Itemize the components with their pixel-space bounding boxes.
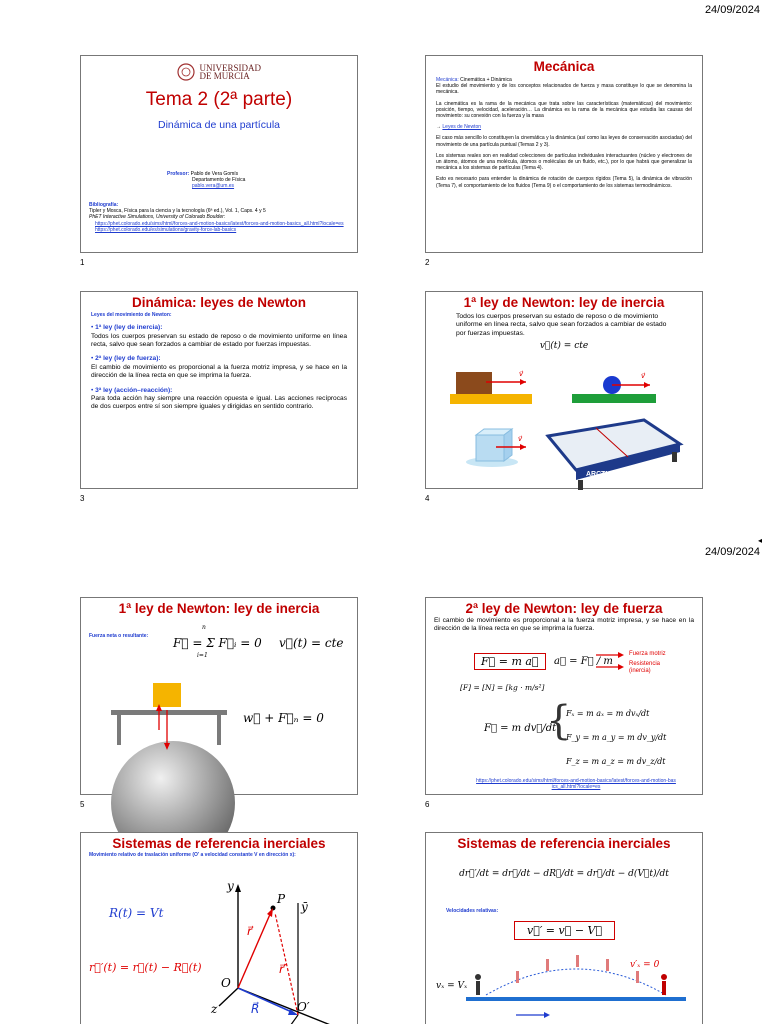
fy-equation: F_y = m a_y = m dv_y/dt — [566, 733, 667, 742]
r-vector-label: r⃗ — [247, 924, 252, 938]
table-on-earth-illustration — [103, 668, 243, 793]
professor-name: Pablo de Vera Gomís — [190, 171, 239, 177]
brown-block — [456, 372, 492, 394]
email-link[interactable]: pablo.vera@um.es — [192, 183, 235, 190]
velocity-derivation-equation: dr⃗′/dt = dr⃗/dt − dR⃗/dt = dr⃗/dt − d(V⃗t)/dt — [459, 869, 669, 879]
law-2-item: • 2ª ley (ley de fuerza): El cambio de movimiento es proporcional a la fuerza motriz impresa, y se hace en la dirección de la línea recta en que se imprima la fuerza. — [91, 355, 347, 380]
slide-6-title: 2ª ley de Newton: ley de fuerza — [465, 601, 663, 616]
slide-7-title: Sistemas de referencia inerciales — [112, 836, 326, 851]
phet-link[interactable]: https://phet.colorado.edu/sims/html/forces-and-motion-basics/latest/forces-and-motion-basics_all.html?locale=es — [476, 778, 676, 790]
green-surface — [572, 394, 656, 403]
arrow-glyph: → — [436, 124, 441, 131]
velocity-label-3: v⃗ — [518, 435, 523, 443]
mechanics-paragraph: El estudio del movimiento y de los conceptos relacionados de fuerza y masa constituye lo que se denomina la mecánica. — [436, 83, 692, 96]
driving-force-label: Fuerza motriz — [629, 651, 666, 657]
point-p-label: P — [277, 892, 286, 906]
relative-position-equation: r⃗′(t) = r⃗(t) − R⃗(t) — [89, 961, 202, 974]
table-top — [111, 710, 227, 715]
law-2-text: El cambio de movimiento es proporcional a la fuerza motriz impresa, y se hace en la dirección de la línea recta en que se imprima la fuerza. — [91, 363, 347, 380]
acceleration-equation: a⃗ = F⃗ / m — [554, 656, 613, 667]
point-particle-paragraph: El caso más sencillo lo constituyen la cinemática y la dinámica (así como las leyes de conservación asociadas) del movimiento de una partícula puntual (Temas 2 y 3). — [436, 135, 692, 148]
mechanics-def: Cinemática + Dinámica — [458, 77, 512, 83]
slide-3-title: Dinámica: leyes de Newton — [131, 295, 307, 310]
origin-o-label: O — [221, 976, 231, 990]
slide-3 — [80, 291, 358, 489]
brace: { — [546, 698, 572, 744]
r-capital-label: R⃗ — [251, 1002, 260, 1016]
department: Departamento de Física — [192, 177, 246, 184]
inertia-illustrations — [426, 358, 702, 488]
translation-equation: R(t) = Vt — [109, 906, 164, 920]
table-brand: ARCTIC — [586, 471, 613, 478]
newton-second-law-box: F⃗ = m a⃗ — [474, 653, 546, 670]
slide-3-number: 3 — [80, 494, 85, 503]
z-axis-label: z — [211, 1002, 218, 1016]
moving-platform — [466, 997, 686, 1001]
ice-cube — [476, 435, 504, 461]
logo — [81, 63, 357, 81]
person-right — [662, 981, 666, 995]
law-1-text: Todos los cuerpos preservan su estado de reposo o de movimiento uniforme en línea recta, salvo que sean forzados a cambiar de estado por fuerzas impuestas. — [91, 332, 347, 349]
velocity-label-1: v⃗ — [519, 370, 524, 378]
air-hockey-table — [548, 420, 680, 490]
origin-o-prime-label: O′ — [297, 1000, 310, 1014]
component-equations — [566, 702, 666, 774]
slide-2-number: 2 — [425, 258, 430, 267]
slide-1-title: Tema 2 (2ª parte) — [145, 89, 293, 111]
slide-1-number: 1 — [80, 258, 85, 267]
force-units: [F] = [N] = [kg · m/s²] — [460, 683, 545, 692]
bibliography-item-2: PhET Interactive Simulations, University of Colorado Boulder: — [89, 214, 226, 221]
slide-6-text: El cambio de movimiento es proporcional a la fuerza motriz impresa, y se hace en la dirección de la línea recta en que se imprima la fuerza. — [434, 617, 694, 633]
bibliography-item-1: Tipler y Mosca, Física para la ciencia y la tecnología (6ª ed.), Vol. 1, Caps. 4 y 5 — [89, 208, 266, 215]
y-tilde-label: ȳ — [301, 900, 308, 914]
slide-4-text: Todos los cuerpos preservan su estado de reposo o de movimiento uniforme en línea recta, salvo que sean forzados a cambiar de estado por fuerzas impuestas. — [456, 313, 667, 337]
law-3-title: 3ª ley (acción–reacción): — [95, 386, 173, 394]
slide-4-title: 1ª ley de Newton: ley de inercia — [463, 295, 665, 310]
phet-link-1[interactable]: https://phet.colorado.edu/sims/html/forces-and-motion-basics/latest/forces-and-motion-basics_all.html?locale=es — [95, 220, 344, 227]
kinematics-paragraph: La cinemática es la rama de la mecánica que trata sobre las características (matemáticas) del movimiento: posición, tiempo, velocidad, aceleración… La dinámica es la rama de la mecánica que estudia las causas del movimiento: su conexión con la fuerza y la masa — [436, 100, 692, 120]
slide-2-body — [426, 74, 702, 192]
slide-5-title: 1ª ley de Newton: ley de inercia — [118, 601, 320, 616]
slide-8-title: Sistemas de referencia inerciales — [457, 836, 671, 851]
logo-line-2: DE MURCIA — [199, 71, 250, 81]
sum-upper: n — [202, 624, 206, 631]
reference-frames-diagram — [213, 873, 353, 1023]
law-3-item: • 3ª ley (acción–reacción): Para toda acción hay siempre una reacción opuesta e igual. Las acciones recíprocas de dos cuerpos entre sí son siempre iguales y dirigidas en sentido contrario. — [91, 386, 347, 411]
slide-2-title: Mecánica — [533, 59, 595, 74]
date-top: 24/09/2024 — [704, 4, 760, 16]
resistance-label: Resistencia (inercia) — [629, 661, 661, 674]
slide-2 — [425, 55, 703, 253]
rotation-paragraph: Esto es necesario para entender la dinámica de rotación de cuerpos rígidos (Tema 5), la dinámica de vibración (Tema 7), el comportamiento de los fluidos (Tema 9) o el comportamiento de los sistemas termodinámicos. — [436, 176, 692, 189]
force-derivative-equation: F⃗ = m dv⃗/dt — [484, 723, 557, 734]
person-left — [476, 981, 480, 995]
fx-equation: Fₓ = m aₓ = m dvₓ/dt — [566, 709, 650, 718]
relative-velocities-label: Velocidades relativas: — [446, 908, 499, 914]
professor-block — [167, 171, 245, 190]
page-marker: ◂ — [757, 536, 762, 545]
sum-lower: i=1 — [197, 652, 208, 659]
slide-8 — [425, 832, 703, 1024]
sum-equation: F⃗ = Σ F⃗ᵢ = 0 — [173, 636, 262, 650]
slide-5 — [80, 597, 358, 795]
law-1-title: 1ª ley (ley de inercia): — [95, 324, 163, 332]
logo-line-1: UNIVERSIDAD — [199, 63, 261, 73]
slide-5-number: 5 — [80, 800, 85, 809]
slide-1-subtitle: Dinámica de una partícula — [158, 119, 280, 132]
law-3-text: Para toda acción hay siempre una reacción opuesta e igual. Las acciones recíprocas de dos cuerpos entre sí son siempre iguales y dirigidas en sentido contrario. — [91, 395, 347, 411]
slide-4-equation: v⃗(t) = cte — [539, 341, 589, 352]
slide-4 — [425, 291, 703, 489]
law-2-title: 2ª ley (ley de fuerza): — [95, 355, 161, 363]
yellow-surface — [450, 394, 532, 404]
bibliography — [89, 202, 351, 233]
slide-6 — [425, 597, 703, 795]
slide-3-body — [81, 310, 357, 414]
university-seal-icon — [177, 63, 195, 81]
real-systems-paragraph: Los sistemas reales son en realidad colecciones de partículas individuales interactuantes (núcleo y electrones de un átomo, átomos de una molécula, átomos o moléculas de un fluido, etc.), por lo que habrá que generalizar la mecánica a los sistemas de partículas (Tema 4). — [436, 152, 692, 172]
vx-equation: vₓ = Vₓ — [436, 981, 468, 991]
equilibrium-equation: w⃗ + F⃗ₙ = 0 — [243, 711, 324, 725]
law-1-item: • 1ª ley (ley de inercia): Todos los cuerpos preservan su estado de reposo o de movimiento uniforme en línea recta, salvo que sean forzados a cambiar de estado por fuerzas impuestas. — [91, 324, 347, 349]
newton-intro: Leyes del movimiento de Newton: — [91, 312, 172, 318]
slide-1 — [80, 55, 358, 253]
newton-laws-link[interactable]: Leyes de Newton — [442, 124, 482, 131]
y-axis-label: y — [227, 879, 234, 893]
velocity-label-2: v⃗ — [641, 372, 646, 380]
slide-6-number: 6 — [425, 800, 430, 809]
bibliography-label: Bibliografía: — [89, 202, 119, 208]
yellow-box — [153, 683, 181, 707]
vx-prime-equation: v′ₓ = 0 — [630, 960, 660, 970]
net-force-label: Fuerza neta o resultante: — [89, 633, 149, 639]
jump-trajectory-diagram — [466, 953, 696, 1023]
constant-velocity-equation: v⃗(t) = cte — [279, 636, 344, 650]
r-prime-label: r⃗′ — [279, 962, 287, 976]
annotation-arrows — [594, 650, 628, 674]
date-middle: 24/09/2024 — [704, 546, 760, 558]
net-force-equation — [173, 624, 262, 659]
phet-link-2[interactable]: https://phet.colorado.edu/es/simulations/gravity-force-lab-basics — [95, 226, 237, 233]
fz-equation: F_z = m a_z = m dv_z/dt — [566, 757, 666, 766]
slide-7-subtitle: Movimiento relativo de traslación uniforme (O′ a velocidad constante V en dirección x): — [89, 852, 296, 858]
professor-label: Profesor: — [167, 171, 190, 177]
relative-velocity-box: v⃗′ = v⃗ − V⃗ — [514, 921, 615, 940]
mechanics-label: Mecánica: — [436, 77, 459, 83]
slide-7 — [80, 832, 358, 1024]
slide-4-number: 4 — [425, 494, 430, 503]
